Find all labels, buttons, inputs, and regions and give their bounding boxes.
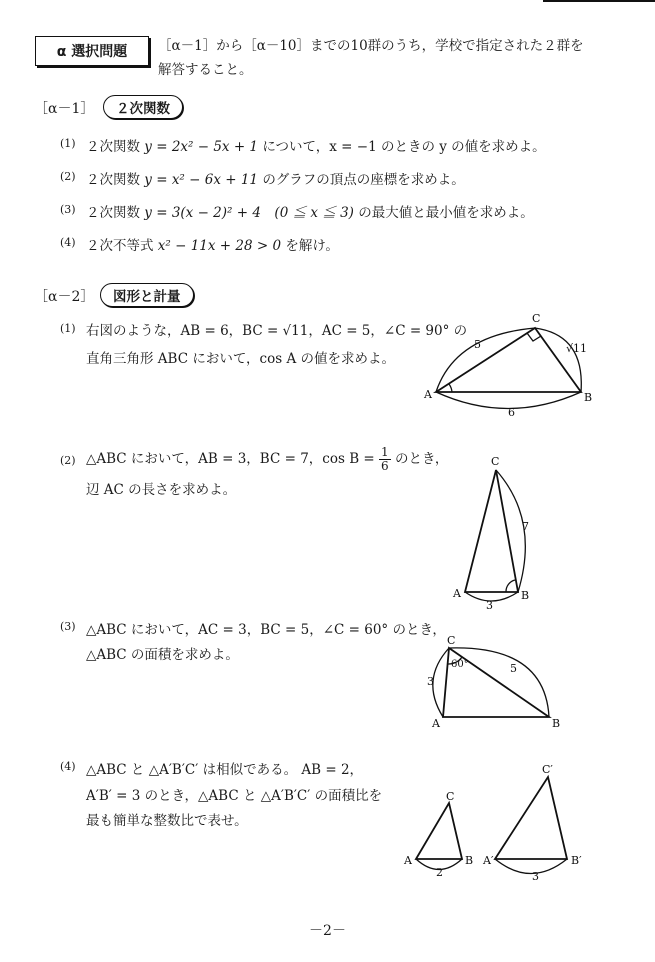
question-tail: のグラフの頂点の座標を求めよ。 (262, 172, 465, 188)
instructions-line2: 解答すること。 (158, 62, 253, 78)
fig2-label-bc: 7 (522, 520, 529, 533)
fig2-label-ab: 3 (486, 599, 493, 612)
fig4-label-b-prime: B′ (571, 854, 582, 867)
question-tail: を解け。 (285, 238, 339, 254)
fig3-label-angle: 60° (451, 659, 469, 670)
fig3-label-c: C (447, 634, 456, 647)
fig4-label-a-prime: A′ (483, 854, 494, 867)
fig2-label-b: B (521, 589, 530, 602)
s2q3-line1: △ABC において，AC = 3，BC = 5，∠C = 60° のとき， (86, 622, 446, 638)
fig4-label-ab: 2 (436, 866, 443, 879)
section1-topic: ２次関数 (103, 95, 183, 119)
fig1-triangle (436, 328, 581, 392)
fig4-label-c-prime: C′ (542, 763, 553, 776)
fig4-label-a2b2: 3 (532, 870, 539, 883)
question-tail: について，x = −1 のときの y の値を求めよ。 (262, 139, 546, 155)
s2q4-line1: △ABC と △A′B′C′ は相似である。 AB = 2， (86, 762, 364, 778)
fig1-label-a: A (424, 388, 432, 401)
question-number: (4) (60, 236, 76, 249)
question-lead: ２次関数 (86, 172, 140, 188)
question-number: (4) (60, 760, 76, 773)
question-number: (3) (60, 620, 76, 633)
question-lead: ２次関数 (86, 205, 140, 221)
s2q4-line2: A′B′ = 3 のとき，△ABC と △A′B′C′ の面積比を (86, 788, 383, 804)
fig2-label-c: C (491, 455, 500, 468)
fig2-angle-b-arc (506, 580, 515, 592)
section2-label: ［α－2］ (34, 289, 95, 305)
fig3-label-ac: 3 (427, 675, 434, 688)
question-expression: x² − 11x + 28 > 0 (157, 238, 282, 254)
question-number: (1) (60, 322, 76, 335)
s2q3-line2: △ABC の面積を求めよ。 (86, 647, 239, 663)
question-number: (2) (60, 454, 76, 467)
fig1-label-ac: 5 (474, 338, 481, 351)
fig4-small-triangle (416, 803, 462, 859)
s2q1-line1: 右図のような，AB = 6，BC = √11，AC = 5，∠C = 90° の (86, 323, 468, 339)
fraction-numerator: 1 (381, 445, 389, 459)
question-lead: ２次不等式 (86, 238, 154, 254)
page-number: －2－ (309, 923, 346, 939)
fig2-label-a: A (453, 587, 461, 600)
s2q2-line2: 辺 AC の長さを求めよ。 (86, 482, 237, 498)
section2-topic: 図形と計量 (100, 283, 194, 307)
instructions-line1: ［α－1］から［α－10］までの10群のうち，学校で指定された２群を (158, 38, 584, 54)
section1-label: ［α－1］ (34, 101, 95, 117)
fig4-label-c: C (446, 790, 455, 803)
fig3-label-bc: 5 (510, 662, 517, 675)
question-expression: y = 3(x − 2)² + 4 (0 ≦ x ≦ 3) (144, 205, 354, 221)
question-number: (3) (60, 203, 76, 216)
question-number: (2) (60, 170, 76, 183)
question-number: (1) (60, 137, 76, 150)
fig1-angle-a-arc (449, 384, 452, 392)
fig4-large-arc-ab (495, 859, 567, 874)
fig1-label-ab: 6 (508, 406, 515, 419)
fig4-label-a: A (404, 854, 412, 867)
question-expression: y = 2x² − 5x + 1 (144, 139, 259, 155)
fig1-label-c: C (532, 312, 541, 325)
fig1-label-bc: √11 (566, 342, 588, 355)
fig3-label-a: A (432, 717, 440, 730)
question-lead: ２次関数 (86, 139, 140, 155)
s2q2-line1-tail: のとき， (394, 451, 449, 467)
fig2-arc-bc (496, 470, 525, 592)
fig4-label-b: B (465, 854, 474, 867)
fraction-denominator: 6 (381, 459, 389, 473)
fig1-label-b: B (584, 391, 593, 404)
s2q1-line2: 直角三角形 ABC において，cos A の値を求めよ。 (86, 351, 396, 367)
fig4-large-triangle (495, 777, 567, 859)
s2q4-line3: 最も簡単な整数比で表せ。 (86, 813, 248, 829)
s2q2-line1-lead: △ABC において，AB = 3，BC = 7，cos B = (86, 451, 375, 467)
alpha-box-label: α 選択問題 (56, 44, 128, 60)
question-expression: y = x² − 6x + 11 (144, 172, 259, 188)
question-tail: の最大値と最小値を求めよ。 (358, 205, 534, 221)
fig3-label-b: B (552, 717, 561, 730)
